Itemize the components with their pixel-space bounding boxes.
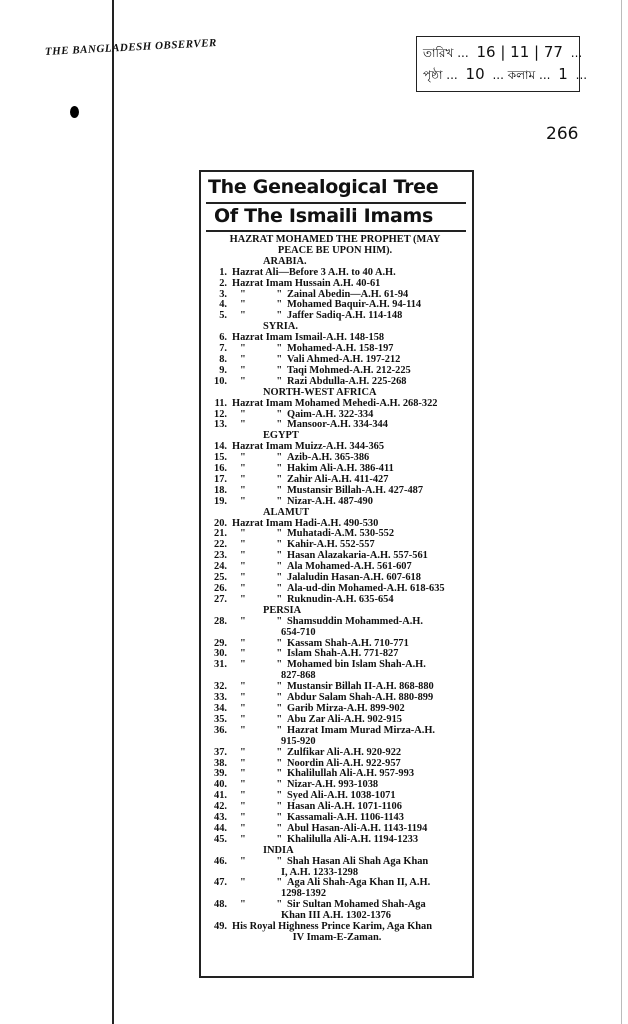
intro-line: HAZRAT MOHAMED THE PROPHET (MAY (229, 234, 441, 245)
entry-number: 24. (214, 561, 227, 573)
ditto-mark: " " (240, 299, 297, 311)
entry-number: 45. (214, 833, 227, 845)
title-underline (206, 202, 466, 204)
section-heading: SYRIA. (263, 321, 298, 333)
entry-text: Hazrat Imam Hadi-A.H. 490-530 (232, 517, 379, 529)
list-item (201, 857, 473, 868)
ditto-mark: " " (240, 812, 297, 824)
entry-text: Khalilulla Ali-A.H. 1194-1233 (287, 833, 419, 845)
entry-number: 11. (214, 397, 227, 409)
entry-text: Abu Zar Ali-A.H. 902-915 (287, 713, 402, 725)
ditto-mark: " " (240, 779, 297, 791)
section-heading: EGYPT (263, 430, 299, 442)
ditto-mark: " " (240, 724, 297, 736)
ink-blot (70, 106, 79, 118)
ditto-mark: " " (240, 364, 297, 376)
entry-text: Jalaludin Hasan-A.H. 607-618 (287, 572, 421, 584)
list-item (201, 726, 473, 737)
entry-text: Vali Ahmed-A.H. 197-212 (287, 353, 401, 365)
ditto-mark: " " (240, 681, 297, 693)
stamp-page-value: 10 (465, 65, 485, 83)
ditto-mark: " " (240, 572, 297, 584)
article-title-line1: The Genealogical Tree (208, 176, 439, 198)
section-heading: INDIA (263, 844, 294, 856)
entry-continuation: I, A.H. 1233-1298 (281, 866, 359, 878)
entry-text: Abul Hasan-Ali-A.H. 1143-1194 (287, 822, 428, 834)
stamp-column-value: 1 (558, 65, 568, 83)
newspaper-name: THE BANGLADESH OBSERVER (44, 37, 218, 58)
list-item (201, 595, 473, 606)
entry-number: 39. (214, 768, 227, 780)
entry-text: Hazrat Imam Ismail-A.H. 148-158 (232, 332, 385, 344)
entry-number: 46. (214, 855, 227, 867)
entry-text: Mustansir Billah II-A.H. 868-880 (287, 681, 434, 693)
ditto-mark: " " (240, 452, 297, 464)
entry-continuation: 827-868 (281, 670, 316, 682)
ditto-mark: " " (240, 473, 297, 485)
entry-number: 14. (214, 441, 227, 453)
list-item (201, 311, 473, 322)
ditto-mark: " " (240, 768, 297, 780)
section-heading: PERSIA (263, 604, 302, 616)
entry-number: 17. (214, 473, 227, 485)
entry-text: Zulfikar Ali-A.H. 920-922 (287, 746, 402, 758)
entry-number: 48. (214, 899, 227, 911)
entry-number: 42. (214, 801, 227, 813)
entry-number: 8. (219, 353, 227, 365)
entry-text: Zahir Ali-A.H. 411-427 (287, 473, 389, 485)
entry-number: 29. (214, 637, 227, 649)
entry-number: 38. (214, 757, 227, 769)
stamp-column-label: কলাম (507, 68, 536, 82)
ditto-mark: " " (240, 495, 297, 507)
entry-number: 4. (219, 299, 227, 311)
entry-text: Aga Ali Shah-Aga Khan II, A.H. (287, 877, 431, 889)
ditto-mark: " " (240, 528, 297, 540)
ditto-mark: " " (240, 539, 297, 551)
stamp-date-label: তারিখ (423, 46, 454, 60)
entry-number: 18. (214, 484, 227, 496)
list-item (201, 748, 473, 759)
entry-number: 40. (214, 779, 227, 791)
entry-text: Kahir-A.H. 552-557 (287, 539, 375, 551)
intro-line: PEACE BE UPON HIM). (277, 244, 393, 256)
entry-number: 25. (214, 572, 227, 584)
entry-text: Nizar-A.H. 487-490 (287, 495, 373, 507)
stamp-date-value: 16 | 11 | 77 (476, 43, 563, 61)
entry-number: 13. (214, 419, 227, 431)
ditto-mark: " " (240, 822, 297, 834)
entry-number: 34. (214, 702, 227, 714)
section-heading: ALAMUT (263, 506, 310, 518)
ditto-mark: " " (240, 419, 297, 431)
entry-text: Mohamed Baquir-A.H. 94-114 (287, 299, 422, 311)
entry-text: Mustansir Billah-A.H. 427-487 (287, 484, 424, 496)
ditto-mark: " " (240, 899, 297, 911)
entry-text: Hasan Alazakaria-A.H. 557-561 (287, 550, 428, 562)
entry-text: Hazrat Imam Murad Mirza-A.H. (287, 724, 436, 736)
date-stamp: তারিখ ... 16 | 11 | 77 ... পৃষ্ঠা ... 10 ... কলাম ... 1 ... (416, 36, 580, 92)
ditto-mark: " " (240, 877, 297, 889)
section-heading: NORTH-WEST AFRICA (263, 386, 377, 398)
entry-text: Syed Ali-A.H. 1038-1071 (287, 790, 396, 802)
list-item (201, 835, 473, 846)
entry-number: 12. (214, 408, 227, 420)
entry-number: 30. (214, 648, 227, 660)
entry-text: Ala-ud-din Mohamed-A.H. 618-635 (287, 583, 445, 594)
entry-text: Jaffer Sadiq-A.H. 114-148 (287, 310, 403, 322)
entry-continuation: 654-710 (281, 626, 316, 638)
ditto-mark: " " (240, 310, 297, 322)
article-title-line2: Of The Ismaili Imams (214, 205, 433, 227)
entry-number: 33. (214, 692, 227, 704)
ditto-mark: " " (240, 659, 297, 671)
list-item (201, 399, 473, 410)
entry-number: 20. (214, 517, 227, 529)
ditto-mark: " " (240, 746, 297, 758)
ditto-mark: " " (240, 713, 297, 725)
ditto-mark: " " (240, 757, 297, 769)
entry-number: 10. (214, 375, 227, 387)
entry-number: 32. (214, 681, 227, 693)
entry-number: 3. (219, 288, 227, 300)
entry-text: Azib-A.H. 365-386 (287, 452, 370, 464)
entry-number: 37. (214, 746, 227, 758)
entry-number: 22. (214, 539, 227, 551)
margin-rule (112, 0, 114, 1024)
list-item (201, 878, 473, 889)
ditto-mark: " " (240, 615, 297, 627)
entry-continuation: Khan III A.H. 1302-1376 (281, 910, 391, 922)
ditto-mark: " " (240, 463, 297, 475)
entry-text: Shah Hasan Ali Shah Aga Khan (287, 855, 429, 867)
entry-number: 21. (214, 528, 227, 540)
entry-text: Shamsuddin Mohammed-A.H. (287, 615, 423, 627)
entry-number: 7. (219, 343, 227, 355)
list-item (201, 268, 473, 279)
list-item (201, 279, 473, 290)
entry-text: Muhatadi-A.M. 530-552 (287, 528, 395, 540)
entry-number: 41. (214, 790, 227, 802)
entry-text: His Royal Highness Prince Karim, Aga Khan (232, 921, 433, 933)
entry-text: Hazrat Imam Mohamed Mehedi-A.H. 268-322 (232, 397, 438, 409)
entry-text: Mohamed-A.H. 158-197 (287, 343, 394, 355)
entry-number: 44. (214, 822, 227, 834)
entry-text: Noordin Ali-A.H. 922-957 (287, 757, 401, 769)
ditto-mark: " " (240, 288, 297, 300)
entry-text: Mohamed bin Islam Shah-A.H. (287, 659, 426, 671)
entry-text: Hazrat Imam Hussain A.H. 40-61 (232, 277, 381, 289)
entry-text: Kassam Shah-A.H. 710-771 (287, 637, 409, 649)
entry-text: Qaim-A.H. 322-334 (287, 408, 374, 420)
ditto-mark: " " (240, 637, 297, 649)
entry-continuation: IV Imam-E-Zaman. (292, 932, 382, 943)
ditto-mark: " " (240, 484, 297, 496)
list-item (201, 420, 473, 431)
entry-number: 27. (214, 593, 227, 605)
ditto-mark: " " (240, 790, 297, 802)
entry-text: Hazrat Ali—Before 3 A.H. to 40 A.H. (232, 266, 396, 278)
title-underline (206, 230, 466, 232)
entry-number: 26. (214, 583, 227, 594)
entry-text: Ala Mohamed-A.H. 561-607 (287, 561, 412, 573)
entry-continuation: 915-920 (281, 735, 316, 747)
ditto-mark: " " (240, 833, 297, 845)
entry-number: 1. (219, 266, 227, 278)
stamp-page-label: পৃষ্ঠা (423, 68, 443, 82)
ditto-mark: " " (240, 408, 297, 420)
ditto-mark: " " (240, 593, 297, 605)
entry-text: Hazrat Imam Muizz-A.H. 344-365 (232, 441, 385, 453)
list-item (201, 617, 473, 628)
entry-text: Khalilullah Ali-A.H. 957-993 (287, 768, 415, 780)
entry-number: 28. (214, 615, 227, 627)
page-edge (621, 0, 622, 1024)
entry-text: Kassamali-A.H. 1106-1143 (287, 812, 404, 824)
list-item (201, 660, 473, 671)
ditto-mark: " " (240, 561, 297, 573)
imam-list (201, 235, 473, 944)
entry-text: Islam Shah-A.H. 771-827 (287, 648, 399, 660)
entry-number: 35. (214, 713, 227, 725)
entry-text: Razi Abdulla-A.H. 225-268 (287, 375, 407, 387)
entry-text: Sir Sultan Mohamed Shah-Aga (287, 899, 426, 911)
entry-text: Zainal Abedin—A.H. 61-94 (287, 288, 409, 300)
entry-number: 6. (219, 332, 227, 344)
entry-text: Taqi Mohmed-A.H. 212-225 (287, 364, 411, 376)
entry-number: 31. (214, 659, 227, 671)
entry-text: Abdur Salam Shah-A.H. 880-899 (287, 692, 434, 704)
entry-number: 47. (214, 877, 227, 889)
entry-continuation: 1298-1392 (281, 888, 327, 900)
entry-text: Mansoor-A.H. 334-344 (287, 419, 388, 431)
entry-number: 9. (219, 364, 227, 376)
ditto-mark: " " (240, 692, 297, 704)
entry-number: 49. (214, 921, 227, 933)
entry-number: 36. (214, 724, 227, 736)
ditto-mark: " " (240, 375, 297, 387)
archive-number: 266 (546, 124, 579, 144)
ditto-mark: " " (240, 855, 297, 867)
entry-text: Hakim Ali-A.H. 386-411 (287, 463, 394, 475)
ditto-mark: " " (240, 353, 297, 365)
ditto-mark: " " (240, 648, 297, 660)
section-heading: ARABIA. (263, 255, 307, 267)
ditto-mark: " " (240, 343, 297, 355)
entry-number: 43. (214, 812, 227, 824)
entry-number: 16. (214, 463, 227, 475)
ditto-mark: " " (240, 702, 297, 714)
ditto-mark: " " (240, 801, 297, 813)
entry-text: Nizar-A.H. 993-1038 (287, 779, 379, 791)
entry-text: Garib Mirza-A.H. 899-902 (287, 702, 405, 714)
list-item (201, 497, 473, 508)
entry-number: 5. (219, 310, 227, 322)
ditto-mark: " " (240, 550, 297, 562)
ditto-mark: " " (240, 583, 297, 594)
entry-text: Hasan Ali-A.H. 1071-1106 (287, 801, 402, 813)
entry-number: 23. (214, 550, 227, 562)
entry-text: Ruknudin-A.H. 635-654 (287, 593, 394, 605)
entry-number: 19. (214, 495, 227, 507)
entry-number: 15. (214, 452, 227, 464)
entry-number: 2. (219, 277, 227, 289)
